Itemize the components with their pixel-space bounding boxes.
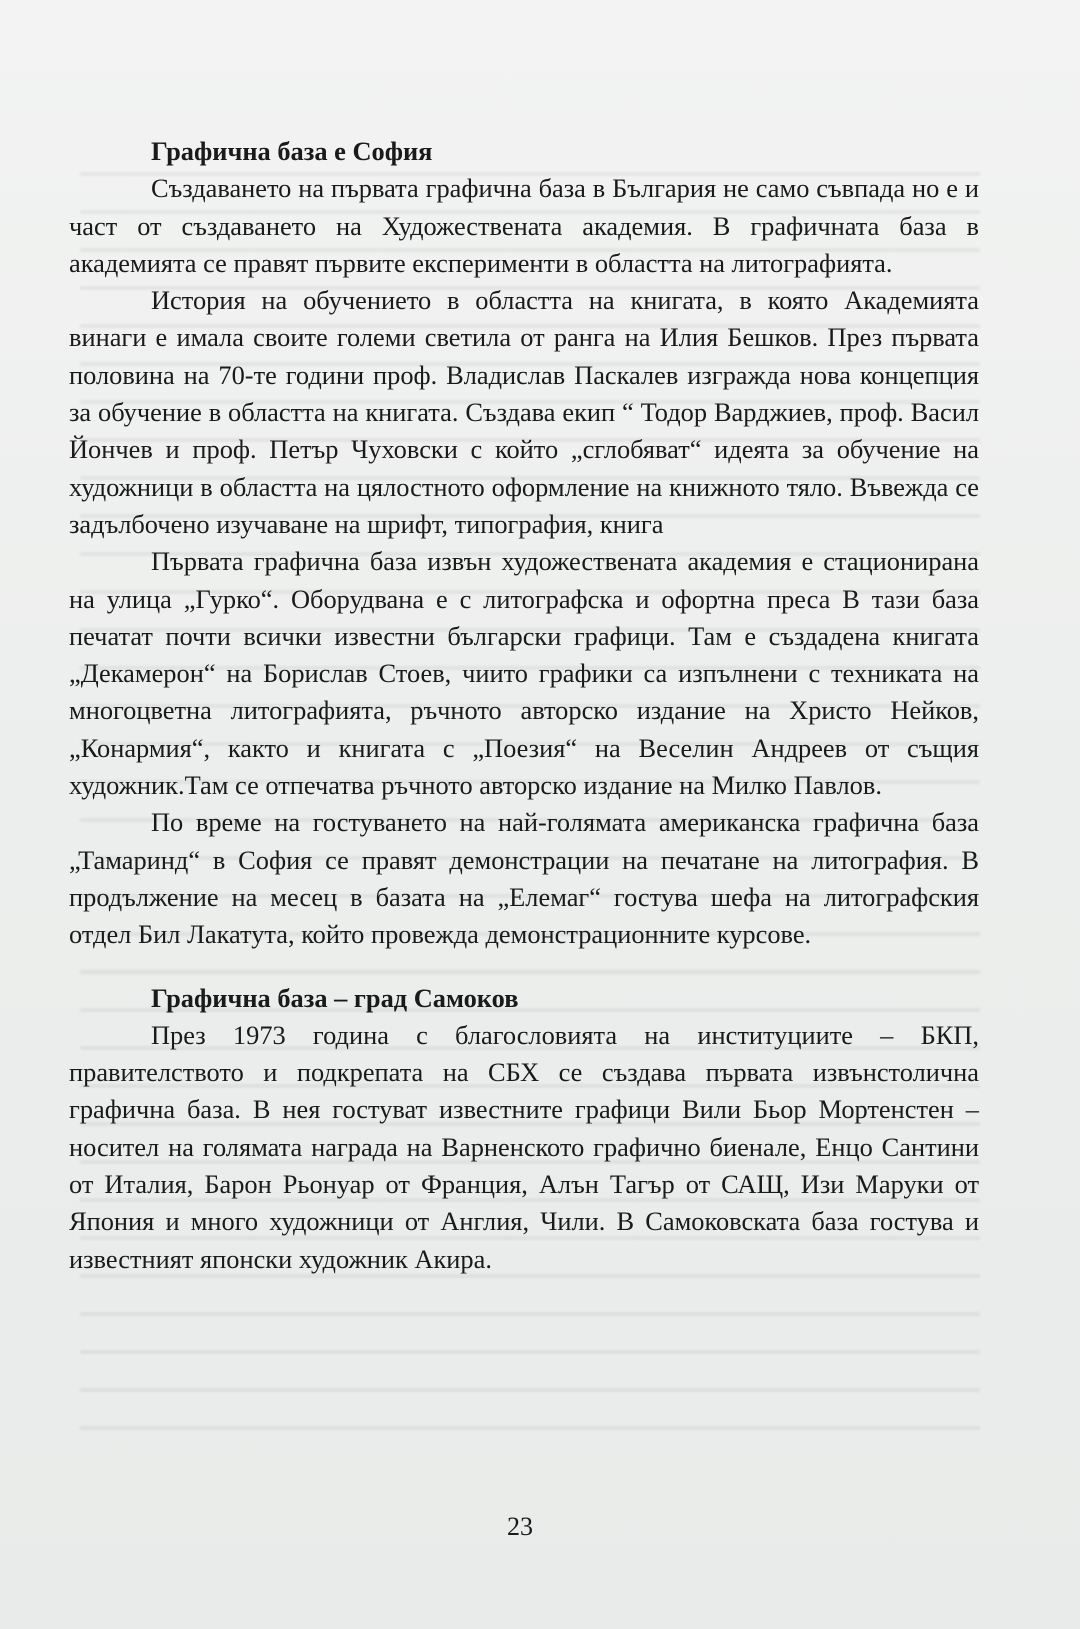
page-content xyxy=(69,133,979,1278)
paragraph: По време на гостуването на най-голямата американска графична база „Тамаринд“ в София се правят демонстрации на печатане на литография. В продължение на месец в базата на „Елемаг“ гостува шефа на литографския отдел Бил Лакатута, който провежда демонстрационните курсове. xyxy=(69,807,979,950)
section-heading-samokov: Графична база – град Самоков xyxy=(151,982,519,1013)
page-number: 23 xyxy=(507,1512,533,1541)
paragraph: Първата графична база извън художествената академия е стационирана на улица „Гурко“. Оборудвана е с литографска и офортна преса В тази база печатат почти всички известни български графици. Там е създадена книгата „Декамерон“ на Борислав Стоев, чиито графики са изпълнени с техниката на многоцветна литографията, ръчното авторско издание на Христо Нейков, „Конармия“, както и книгата с „Поезия“ на Веселин Андреев от същия художник.Там се отпечатва ръчното авторско издание на Милко Павлов. xyxy=(69,546,979,801)
paragraph: През 1973 година с благословията на институциите – БКП, правителството и подкрепата на СБХ се създава първата извънстолична графична база. В нея гостуват известните графици Вили Бьор Мортенстен – носител на голямата награда на Варненското графично биенале, Енцо Сантини от Италия, Барон Рьонуар от Франция, Алън Тагър от САЩ, Изи Маруки от Япония и много художници от Англия, Чили. В Самоковската база гостува и известният японски художник Акира. xyxy=(69,1019,979,1274)
paragraph: История на обучението в областта на книгата, в която Академията винаги е имала своите големи светила от ранга на Илия Бешков. През първата половина на 70-те години проф. Владислав Паскалев изгражда нова концепция за обучение в областта на книгата. Създава екип “ Тодор Варджиев, проф. Васил Йончев и проф. Петър Чуховски с който „сглобяват“ идеята за обучение на художници в областта на цялостното оформление на книжното тяло. Въвежда се задълбочено изучаване на шрифт, типография, книга xyxy=(69,285,979,539)
paragraph: Създаването на първата графична база в България не само съвпада но е и част от създаването на Художествената академия. В графичната база в академията се правят първите експерименти в областта на литографията. xyxy=(69,173,979,278)
section-gap xyxy=(69,954,979,980)
section-heading-sofia: Графична база е София xyxy=(151,136,433,166)
